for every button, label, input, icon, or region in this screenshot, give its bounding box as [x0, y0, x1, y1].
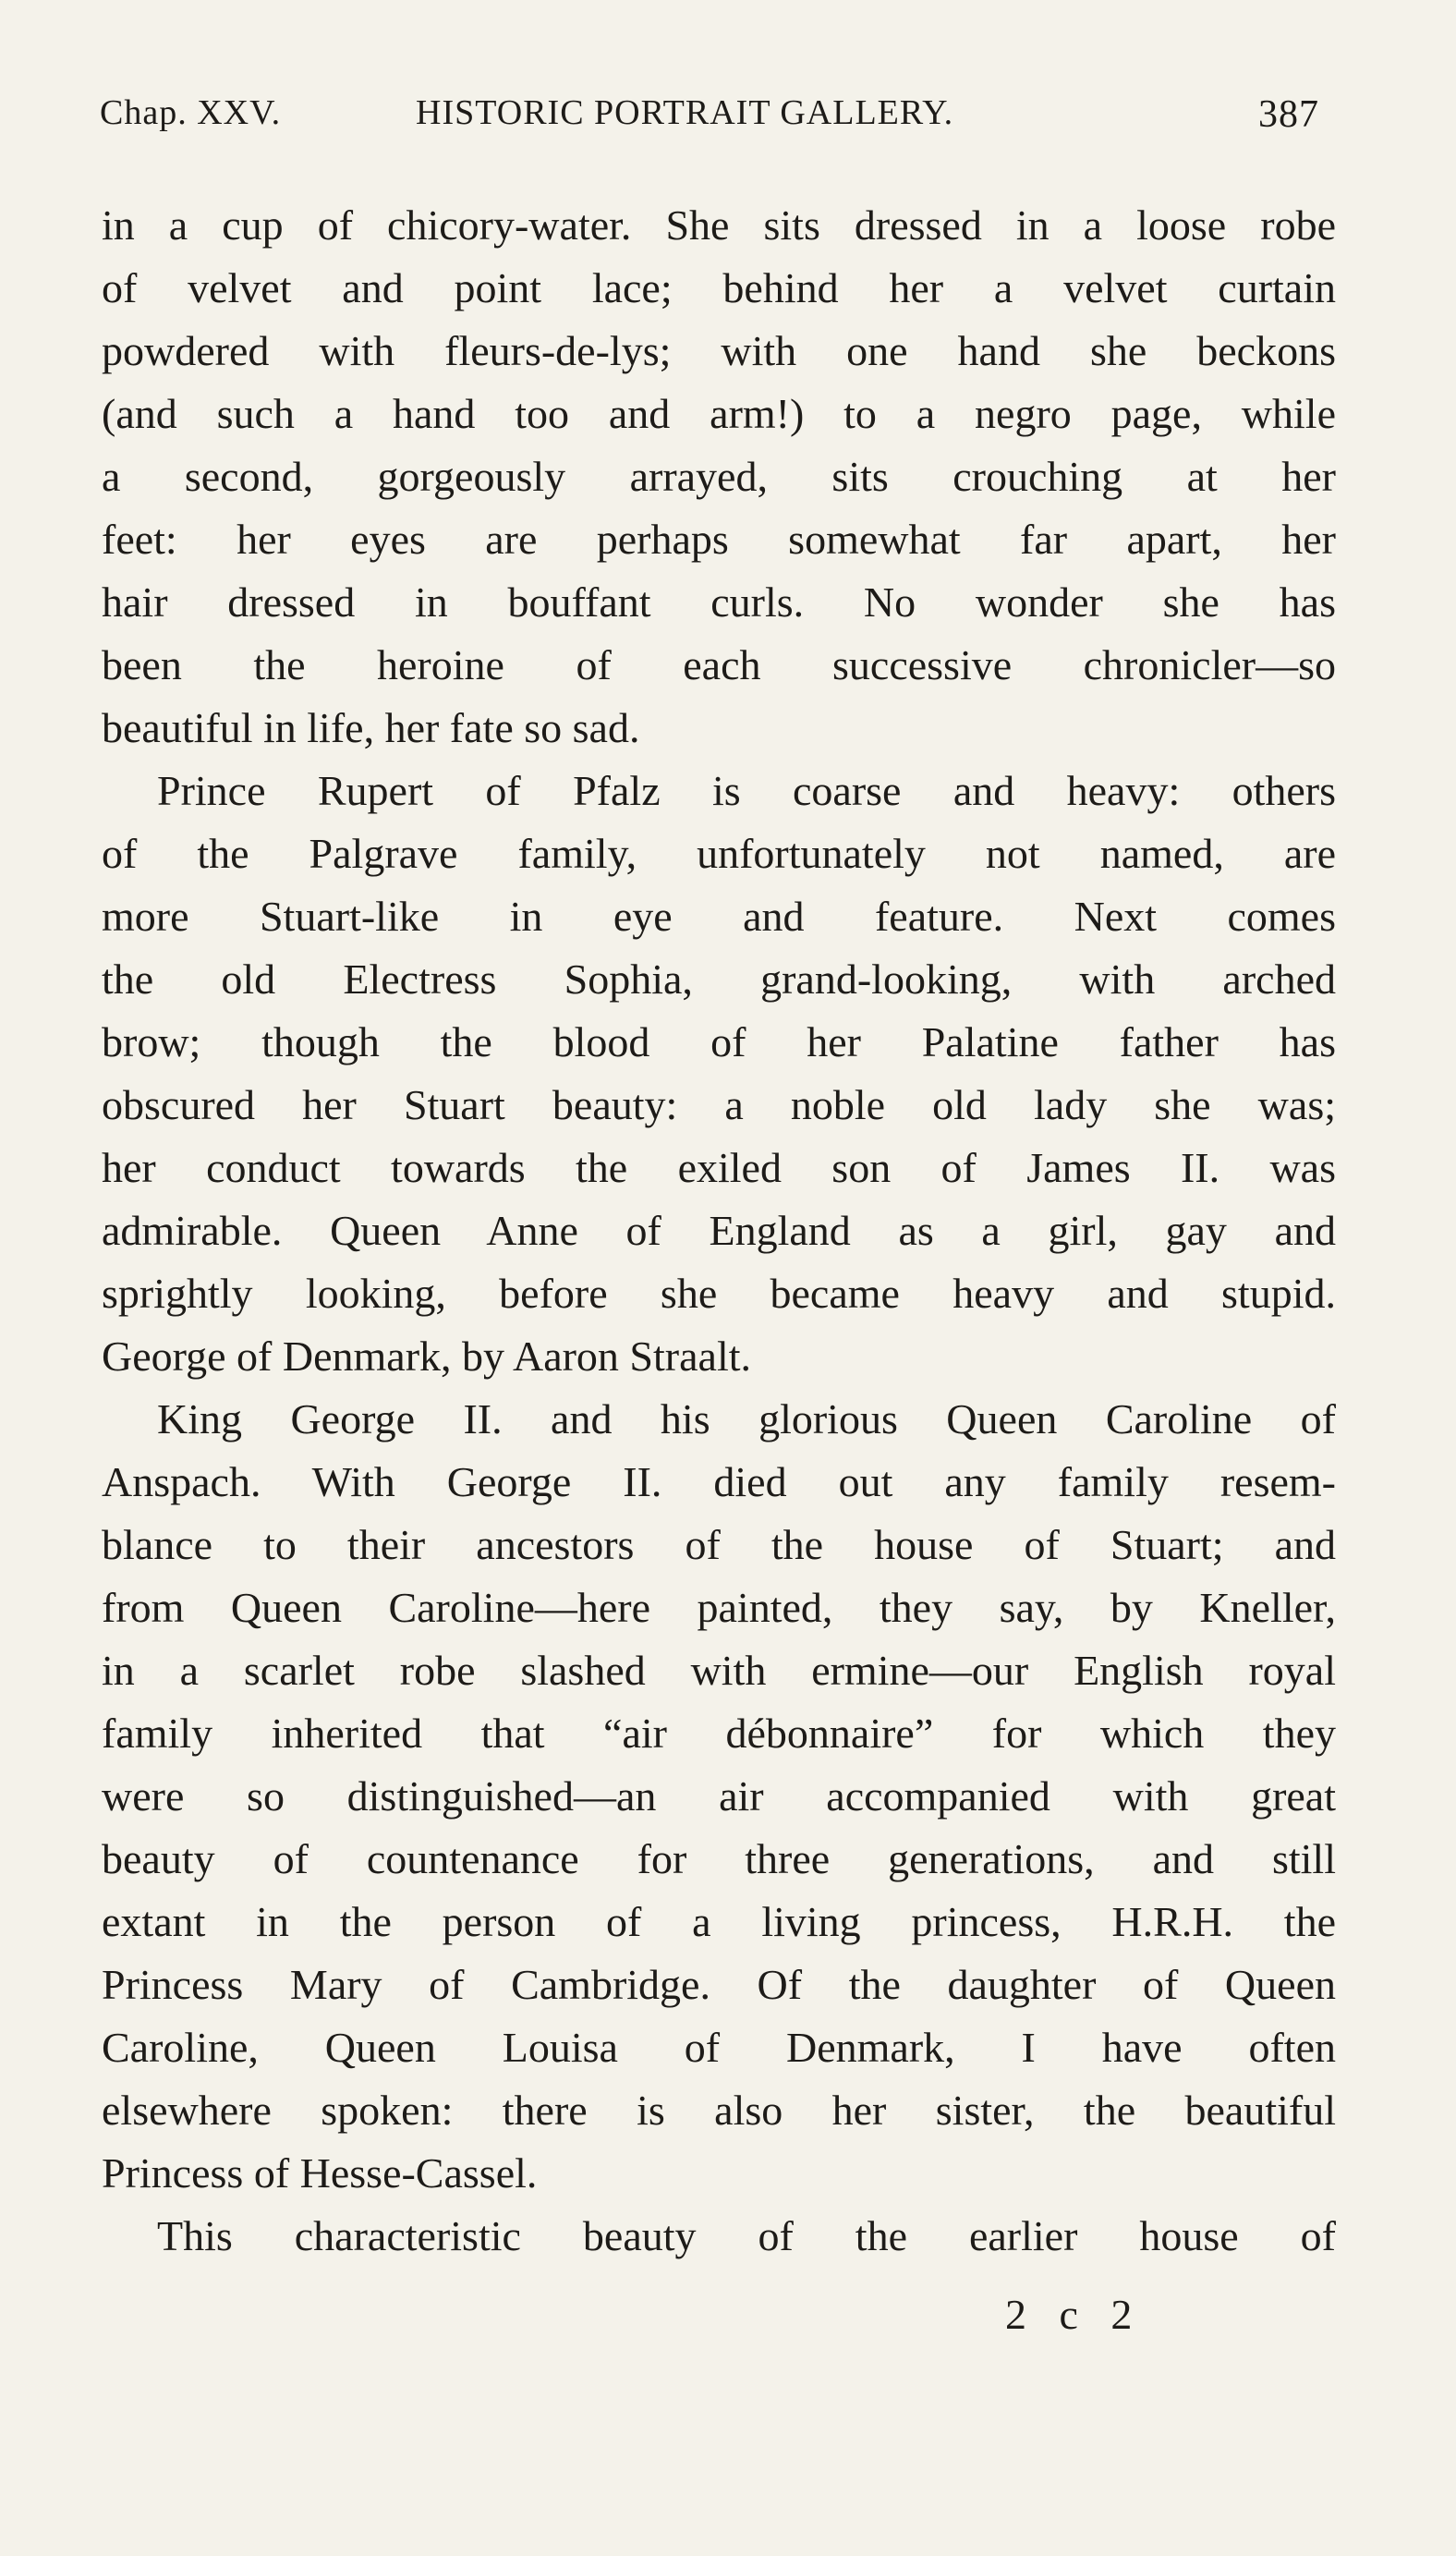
text-line: This characteristic beauty of the earlier house of: [157, 2212, 1336, 2259]
text-line: her conduct towards the exiled son of James II. was: [102, 1144, 1336, 1191]
page-number: 387: [1258, 93, 1319, 136]
body-text: [102, 194, 1336, 2268]
text-line: George of Denmark, by Aaron Straalt.: [102, 1333, 752, 1380]
text-line: Anspach. With George II. died out any family resem-: [102, 1458, 1336, 1505]
text-line: (and such a hand too and arm!) to a negro page, while: [102, 390, 1336, 437]
running-head: [100, 92, 1319, 148]
text-line: extant in the person of a living princess, H.R.H. the: [102, 1898, 1336, 1945]
running-title: HISTORIC PORTRAIT GALLERY.: [416, 93, 954, 132]
signature-mark: 2 c 2: [1005, 2291, 1144, 2338]
chapter-label: Chap. XXV.: [100, 93, 282, 132]
text-line: of velvet and point lace; behind her a velvet curtain: [102, 264, 1336, 311]
text-line: from Queen Caroline—here painted, they say, by Kneller,: [102, 1584, 1336, 1631]
text-line: Princess Mary of Cambridge. Of the daughter of Queen: [102, 1961, 1336, 2008]
text-line: Caroline, Queen Louisa of Denmark, I have often: [102, 2024, 1336, 2071]
text-line: more Stuart-like in eye and feature. Next comes: [102, 893, 1336, 940]
text-line: powdered with fleurs-de-lys; with one hand she beckons: [102, 327, 1336, 374]
text-line: the old Electress Sophia, grand-looking, with arched: [102, 955, 1336, 1003]
text-line: sprightly looking, before she became heavy and stupid.: [102, 1270, 1336, 1317]
text-line: Princess of Hesse-Cassel.: [102, 2149, 538, 2197]
text-line: a second, gorgeously arrayed, sits crouching at her: [102, 453, 1336, 500]
text-line: elsewhere spoken: there is also her sister, the beautiful: [102, 2087, 1336, 2134]
text-line: of the Palgrave family, unfortunately not named, are: [102, 830, 1336, 877]
text-line: were so distinguished—an air accompanied with great: [102, 1772, 1336, 1820]
text-line: King George II. and his glorious Queen Caroline of: [157, 1395, 1336, 1442]
text-line: in a scarlet robe slashed with ermine—our English royal: [102, 1647, 1336, 1694]
text-line: beautiful in life, her fate so sad.: [102, 704, 640, 751]
text-line: admirable. Queen Anne of England as a girl, gay and: [102, 1207, 1336, 1254]
text-line: feet: her eyes are perhaps somewhat far apart, her: [102, 516, 1336, 563]
text-line: Prince Rupert of Pfalz is coarse and heavy: others: [157, 767, 1336, 814]
text-line: obscured her Stuart beauty: a noble old lady she was;: [102, 1081, 1336, 1128]
text-line: blance to their ancestors of the house of Stuart; and: [102, 1521, 1336, 1568]
text-line: family inherited that “air débonnaire” for which they: [102, 1710, 1336, 1757]
text-line: brow; though the blood of her Palatine father has: [102, 1018, 1336, 1065]
text-line: in a cup of chicory-water. She sits dressed in a loose robe: [102, 201, 1336, 249]
text-line: been the heroine of each successive chronicler—so: [102, 641, 1336, 688]
text-line: beauty of countenance for three generations, and still: [102, 1835, 1336, 1882]
text-line: hair dressed in bouffant curls. No wonder she has: [102, 578, 1336, 626]
